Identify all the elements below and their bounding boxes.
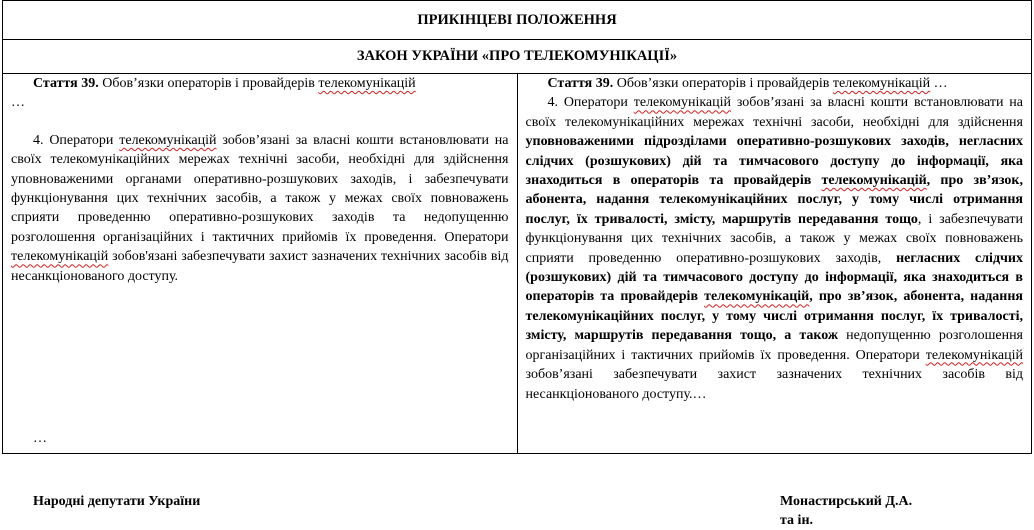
signatory-name: Монастирський Д.А. xyxy=(780,494,913,509)
signatory-suffix: та ін. xyxy=(780,513,814,528)
paragraph-4-current: 4. Оператори телекомунікацій зобов’язані за власні кошти встановлювати на своїх телекомунікаційних мережах технічні засоби, необхідні для здійснення уповноваженими органами оперативно-розшукових заходів, і забезпечувати функціонування цих технічних засобів, а також у межах своїх повноважень сприяти проведенню оперативно-розшукових заходів та недопущенню розголошення організаційних і тактичних прийомів їх проведення. Оператори телекомунікацій зобов'язані забезпечувати захист зазначених технічних засобів від несанкціонованого доступу. xyxy=(11,132,509,284)
proposed-text-column xyxy=(517,74,1032,454)
law-title: ЗАКОН УКРАЇНИ «ПРО ТЕЛЕКОМУНІКАЦІЇ» xyxy=(3,40,1032,74)
article-heading-left: Стаття 39. Обов’язки операторів і провайдерів телекомунікацій … xyxy=(11,76,416,111)
article-heading-right: Стаття 39. Обов’язки операторів і провайдерів телекомунікацій … xyxy=(547,76,948,91)
ellipsis-left: … xyxy=(33,431,47,447)
footer-authors-label: Народні депутати України xyxy=(33,494,201,509)
paragraph-4-proposed: 4. Оператори телекомунікацій зобов’язані за власні кошти встановлювати на своїх телекомунікаційних мережах технічні засоби, необхідні для здійснення уповноваженими підрозділами оперативно-розшукових заходів, негласних слідчих (розшукових) дій та тимчасового доступу до інформації, яка знаходиться в операторів та провайдерів телекомунікацій, про зв’язок, абонента, надання телекомунікаційних послуг, у тому числі отримання послуг, їх тривалості, змісту, маршрутів передавання тощо, і забезпечувати функціонування цих технічних засобів, а також у межах своїх повноважень сприяти проведенню оперативно-розшукових заходів, негласних слідчих (розшукових) дій та тимчасового доступу до інформації, яка знаходиться в операторів та провайдерів телекомунікацій, про зв’язок, абонента, надання телекомунікаційних послуг, у тому числі отримання послуг, їх тривалості, змісту, маршрутів передавання тощо, а також недопущенню розголошення організаційних і тактичних прийомів їх проведення. Оператори телекомунікацій зобов’язані забезпечувати захист зазначених технічних засобів від несанкціонованого доступу.… xyxy=(525,95,1023,402)
section-title: ПРИКІНЦЕВІ ПОЛОЖЕННЯ xyxy=(3,1,1032,40)
comparison-table xyxy=(2,0,1032,454)
footer-signatory xyxy=(780,492,912,530)
current-text-column xyxy=(3,74,518,454)
comparison-document xyxy=(2,0,1032,454)
